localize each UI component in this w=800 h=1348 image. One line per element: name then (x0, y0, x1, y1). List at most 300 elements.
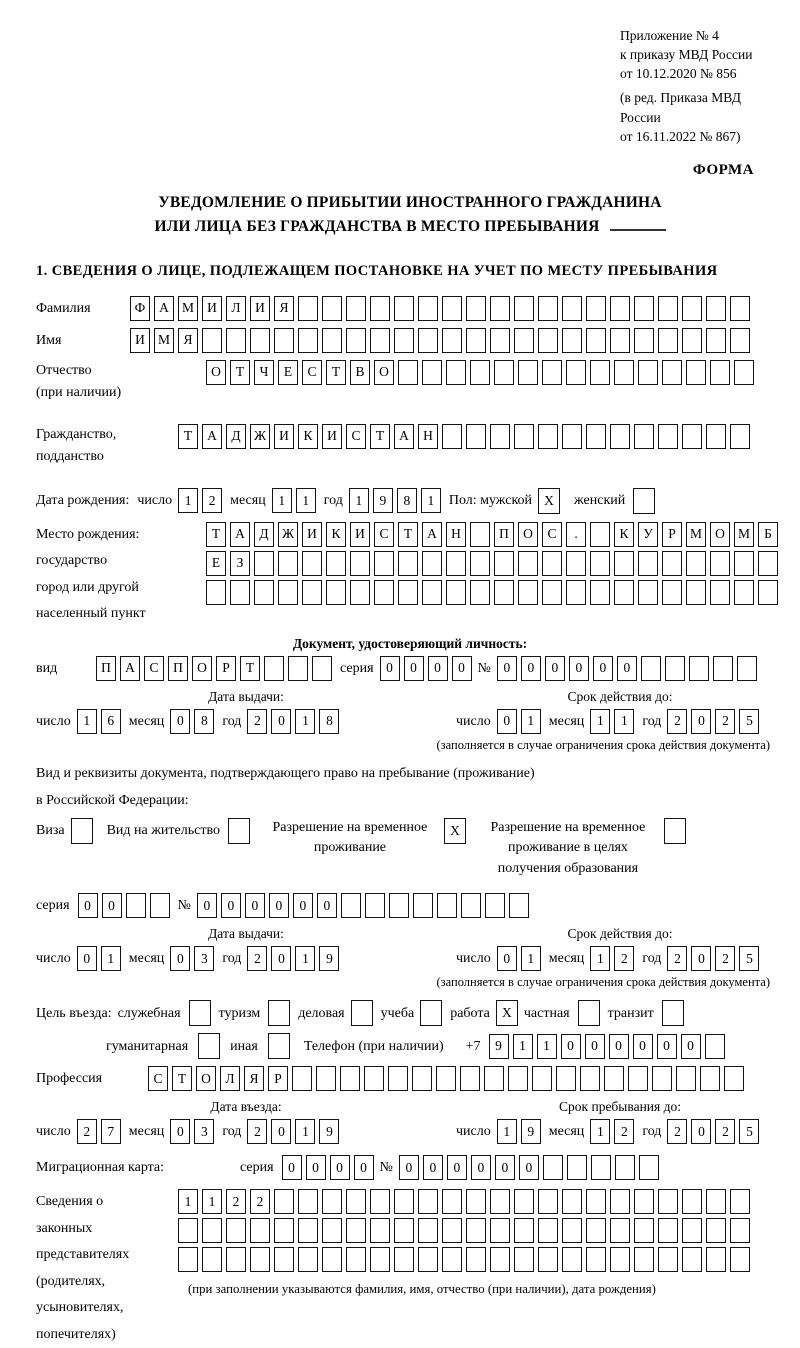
char-cell[interactable] (724, 1066, 744, 1091)
char-cell[interactable] (470, 522, 490, 547)
char-cell[interactable] (700, 1066, 720, 1091)
char-cell[interactable]: 0 (282, 1155, 302, 1180)
char-cell[interactable]: 8 (194, 709, 214, 734)
char-cell[interactable] (230, 580, 250, 605)
char-cell[interactable] (638, 580, 658, 605)
char-cell[interactable] (590, 360, 610, 385)
char-cell[interactable]: Ч (254, 360, 274, 385)
char-cell[interactable] (126, 893, 146, 918)
char-cell[interactable]: А (202, 424, 222, 449)
char-cell[interactable]: Е (206, 551, 226, 576)
char-cell[interactable] (542, 551, 562, 576)
char-cell[interactable] (686, 580, 706, 605)
char-cell[interactable] (614, 580, 634, 605)
char-cell[interactable]: 0 (521, 656, 541, 681)
char-cell[interactable] (370, 1247, 390, 1272)
char-cell[interactable]: 2 (667, 1119, 687, 1144)
char-cell[interactable] (412, 1066, 432, 1091)
char-cell[interactable] (278, 551, 298, 576)
purpose-official-checkbox[interactable] (189, 1000, 211, 1026)
char-cell[interactable]: 0 (330, 1155, 350, 1180)
char-cell[interactable]: 1 (296, 488, 316, 513)
char-cell[interactable] (710, 551, 730, 576)
char-cell[interactable] (758, 551, 778, 576)
char-cell[interactable] (730, 1218, 750, 1243)
char-cell[interactable]: 0 (78, 893, 98, 918)
char-cell[interactable] (298, 1189, 318, 1214)
char-cell[interactable]: 0 (102, 893, 122, 918)
char-cell[interactable] (610, 1218, 630, 1243)
char-cell[interactable]: Н (446, 522, 466, 547)
temp-residence-checkbox[interactable]: X (444, 818, 466, 844)
char-cell[interactable]: 0 (447, 1155, 467, 1180)
char-cell[interactable]: 0 (428, 656, 448, 681)
char-cell[interactable] (532, 1066, 552, 1091)
char-cell[interactable] (461, 893, 481, 918)
char-cell[interactable] (706, 1218, 726, 1243)
char-cell[interactable]: 0 (657, 1034, 677, 1059)
char-cell[interactable] (206, 580, 226, 605)
char-cell[interactable]: К (326, 522, 346, 547)
char-cell[interactable]: 2 (614, 946, 634, 971)
char-cell[interactable] (398, 551, 418, 576)
char-cell[interactable] (662, 551, 682, 576)
char-cell[interactable] (634, 296, 654, 321)
char-cell[interactable]: 0 (197, 893, 217, 918)
char-cell[interactable]: 0 (306, 1155, 326, 1180)
char-cell[interactable] (734, 580, 754, 605)
char-cell[interactable] (298, 296, 318, 321)
char-cell[interactable]: 0 (77, 946, 97, 971)
char-cell[interactable]: Б (758, 522, 778, 547)
char-cell[interactable] (580, 1066, 600, 1091)
char-cell[interactable]: 0 (423, 1155, 443, 1180)
char-cell[interactable] (370, 328, 390, 353)
char-cell[interactable] (543, 1155, 563, 1180)
char-cell[interactable] (542, 360, 562, 385)
char-cell[interactable] (710, 580, 730, 605)
char-cell[interactable] (509, 893, 529, 918)
char-cell[interactable]: 0 (404, 656, 424, 681)
char-cell[interactable] (292, 1066, 312, 1091)
char-cell[interactable] (326, 551, 346, 576)
char-cell[interactable]: 9 (521, 1119, 541, 1144)
char-cell[interactable]: О (206, 360, 226, 385)
char-cell[interactable]: 2 (247, 1119, 267, 1144)
char-cell[interactable]: . (566, 522, 586, 547)
char-cell[interactable] (518, 580, 538, 605)
char-cell[interactable] (614, 360, 634, 385)
char-cell[interactable]: 0 (399, 1155, 419, 1180)
char-cell[interactable]: 0 (633, 1034, 653, 1059)
char-cell[interactable] (538, 328, 558, 353)
char-cell[interactable]: О (196, 1066, 216, 1091)
char-cell[interactable] (202, 1218, 222, 1243)
char-cell[interactable]: 1 (590, 946, 610, 971)
temp-residence-edu-checkbox[interactable] (664, 818, 686, 844)
char-cell[interactable] (628, 1066, 648, 1091)
char-cell[interactable]: С (302, 360, 322, 385)
char-cell[interactable] (422, 551, 442, 576)
char-cell[interactable] (634, 424, 654, 449)
char-cell[interactable] (394, 328, 414, 353)
char-cell[interactable] (682, 424, 702, 449)
char-cell[interactable] (730, 1189, 750, 1214)
char-cell[interactable]: 8 (397, 488, 417, 513)
char-cell[interactable] (442, 424, 462, 449)
char-cell[interactable] (639, 1155, 659, 1180)
char-cell[interactable] (518, 551, 538, 576)
char-cell[interactable] (737, 656, 757, 681)
char-cell[interactable] (590, 580, 610, 605)
char-cell[interactable]: 5 (739, 709, 759, 734)
char-cell[interactable] (490, 328, 510, 353)
char-cell[interactable]: 1 (537, 1034, 557, 1059)
char-cell[interactable]: 0 (617, 656, 637, 681)
char-cell[interactable] (508, 1066, 528, 1091)
char-cell[interactable] (730, 424, 750, 449)
purpose-study-checkbox[interactable] (420, 1000, 442, 1026)
char-cell[interactable] (676, 1066, 696, 1091)
char-cell[interactable] (658, 1218, 678, 1243)
char-cell[interactable]: 1 (178, 1189, 198, 1214)
char-cell[interactable]: С (374, 522, 394, 547)
char-cell[interactable] (734, 551, 754, 576)
char-cell[interactable]: Н (418, 424, 438, 449)
char-cell[interactable]: 2 (667, 709, 687, 734)
char-cell[interactable] (274, 328, 294, 353)
char-cell[interactable] (604, 1066, 624, 1091)
char-cell[interactable] (590, 551, 610, 576)
char-cell[interactable]: 2 (667, 946, 687, 971)
char-cell[interactable] (418, 1218, 438, 1243)
char-cell[interactable]: А (422, 522, 442, 547)
char-cell[interactable]: С (346, 424, 366, 449)
char-cell[interactable]: И (302, 522, 322, 547)
char-cell[interactable] (422, 360, 442, 385)
char-cell[interactable] (706, 296, 726, 321)
char-cell[interactable] (316, 1066, 336, 1091)
char-cell[interactable] (658, 296, 678, 321)
char-cell[interactable] (437, 893, 457, 918)
char-cell[interactable] (538, 1247, 558, 1272)
char-cell[interactable]: М (154, 328, 174, 353)
char-cell[interactable]: Л (226, 296, 246, 321)
char-cell[interactable]: 8 (319, 709, 339, 734)
char-cell[interactable]: К (298, 424, 318, 449)
char-cell[interactable]: 2 (715, 946, 735, 971)
char-cell[interactable] (346, 1189, 366, 1214)
sex-male-checkbox[interactable]: X (538, 488, 560, 514)
char-cell[interactable] (610, 296, 630, 321)
char-cell[interactable] (586, 1189, 606, 1214)
char-cell[interactable] (514, 296, 534, 321)
char-cell[interactable]: 9 (489, 1034, 509, 1059)
char-cell[interactable] (418, 1189, 438, 1214)
char-cell[interactable] (706, 1189, 726, 1214)
purpose-other-checkbox[interactable] (268, 1033, 290, 1059)
char-cell[interactable]: 1 (521, 946, 541, 971)
char-cell[interactable]: 2 (202, 488, 222, 513)
char-cell[interactable] (374, 580, 394, 605)
char-cell[interactable]: Ф (130, 296, 150, 321)
char-cell[interactable]: 9 (373, 488, 393, 513)
char-cell[interactable] (394, 1218, 414, 1243)
char-cell[interactable] (298, 1247, 318, 1272)
residence-permit-checkbox[interactable] (228, 818, 250, 844)
char-cell[interactable]: 0 (609, 1034, 629, 1059)
char-cell[interactable]: Р (268, 1066, 288, 1091)
char-cell[interactable]: Т (370, 424, 390, 449)
char-cell[interactable]: И (202, 296, 222, 321)
char-cell[interactable] (665, 656, 685, 681)
char-cell[interactable] (682, 1218, 702, 1243)
char-cell[interactable] (446, 551, 466, 576)
char-cell[interactable] (302, 580, 322, 605)
char-cell[interactable] (590, 522, 610, 547)
char-cell[interactable] (641, 656, 661, 681)
char-cell[interactable] (202, 328, 222, 353)
char-cell[interactable] (298, 328, 318, 353)
char-cell[interactable]: Т (172, 1066, 192, 1091)
char-cell[interactable] (490, 424, 510, 449)
char-cell[interactable]: 1 (421, 488, 441, 513)
char-cell[interactable]: Т (326, 360, 346, 385)
char-cell[interactable] (586, 296, 606, 321)
char-cell[interactable] (562, 296, 582, 321)
char-cell[interactable]: С (144, 656, 164, 681)
char-cell[interactable]: М (178, 296, 198, 321)
char-cell[interactable] (658, 1247, 678, 1272)
char-cell[interactable] (460, 1066, 480, 1091)
char-cell[interactable]: М (686, 522, 706, 547)
char-cell[interactable]: Р (662, 522, 682, 547)
char-cell[interactable]: О (374, 360, 394, 385)
char-cell[interactable] (730, 296, 750, 321)
char-cell[interactable] (150, 893, 170, 918)
char-cell[interactable]: 9 (319, 946, 339, 971)
char-cell[interactable] (689, 656, 709, 681)
char-cell[interactable] (706, 328, 726, 353)
char-cell[interactable]: 1 (272, 488, 292, 513)
char-cell[interactable] (514, 424, 534, 449)
sex-female-checkbox[interactable] (633, 488, 655, 514)
char-cell[interactable] (734, 360, 754, 385)
char-cell[interactable] (250, 1247, 270, 1272)
char-cell[interactable] (494, 580, 514, 605)
char-cell[interactable] (322, 1218, 342, 1243)
purpose-tourism-checkbox[interactable] (268, 1000, 290, 1026)
char-cell[interactable] (706, 1247, 726, 1272)
char-cell[interactable]: 3 (194, 1119, 214, 1144)
char-cell[interactable]: 5 (739, 1119, 759, 1144)
char-cell[interactable] (514, 1189, 534, 1214)
char-cell[interactable]: Ж (278, 522, 298, 547)
char-cell[interactable] (226, 1218, 246, 1243)
char-cell[interactable]: 0 (471, 1155, 491, 1180)
char-cell[interactable]: Т (230, 360, 250, 385)
char-cell[interactable]: А (394, 424, 414, 449)
char-cell[interactable] (436, 1066, 456, 1091)
char-cell[interactable] (446, 360, 466, 385)
char-cell[interactable] (442, 1189, 462, 1214)
char-cell[interactable]: 1 (497, 1119, 517, 1144)
char-cell[interactable]: 0 (354, 1155, 374, 1180)
char-cell[interactable] (562, 1247, 582, 1272)
char-cell[interactable] (682, 328, 702, 353)
char-cell[interactable] (374, 551, 394, 576)
char-cell[interactable] (274, 1189, 294, 1214)
char-cell[interactable]: 1 (178, 488, 198, 513)
char-cell[interactable]: 1 (101, 946, 121, 971)
char-cell[interactable]: П (494, 522, 514, 547)
char-cell[interactable]: 0 (545, 656, 565, 681)
char-cell[interactable]: 0 (691, 946, 711, 971)
char-cell[interactable]: П (168, 656, 188, 681)
char-cell[interactable]: 1 (295, 946, 315, 971)
char-cell[interactable] (730, 328, 750, 353)
char-cell[interactable]: И (322, 424, 342, 449)
char-cell[interactable]: Л (220, 1066, 240, 1091)
char-cell[interactable]: 0 (269, 893, 289, 918)
char-cell[interactable] (485, 893, 505, 918)
char-cell[interactable] (398, 360, 418, 385)
char-cell[interactable] (634, 1247, 654, 1272)
char-cell[interactable] (178, 1247, 198, 1272)
char-cell[interactable]: 2 (77, 1119, 97, 1144)
char-cell[interactable] (364, 1066, 384, 1091)
char-cell[interactable] (466, 1218, 486, 1243)
char-cell[interactable]: 0 (452, 656, 472, 681)
char-cell[interactable] (662, 580, 682, 605)
char-cell[interactable] (178, 1218, 198, 1243)
char-cell[interactable]: 3 (194, 946, 214, 971)
char-cell[interactable] (394, 1189, 414, 1214)
char-cell[interactable] (341, 893, 361, 918)
char-cell[interactable]: 0 (293, 893, 313, 918)
char-cell[interactable] (370, 296, 390, 321)
char-cell[interactable] (682, 1247, 702, 1272)
char-cell[interactable]: 2 (226, 1189, 246, 1214)
char-cell[interactable] (662, 360, 682, 385)
char-cell[interactable] (389, 893, 409, 918)
char-cell[interactable]: 0 (519, 1155, 539, 1180)
char-cell[interactable] (586, 1218, 606, 1243)
char-cell[interactable] (394, 1247, 414, 1272)
char-cell[interactable] (705, 1034, 725, 1059)
char-cell[interactable] (202, 1247, 222, 1272)
char-cell[interactable]: 5 (739, 946, 759, 971)
char-cell[interactable]: И (350, 522, 370, 547)
char-cell[interactable]: К (614, 522, 634, 547)
char-cell[interactable] (706, 424, 726, 449)
purpose-transit-checkbox[interactable] (662, 1000, 684, 1026)
char-cell[interactable]: 2 (247, 709, 267, 734)
char-cell[interactable] (350, 551, 370, 576)
char-cell[interactable] (566, 580, 586, 605)
char-cell[interactable] (730, 1247, 750, 1272)
char-cell[interactable] (418, 328, 438, 353)
char-cell[interactable] (682, 296, 702, 321)
char-cell[interactable] (610, 1247, 630, 1272)
char-cell[interactable] (538, 1218, 558, 1243)
char-cell[interactable]: Я (244, 1066, 264, 1091)
char-cell[interactable] (326, 580, 346, 605)
char-cell[interactable]: 2 (247, 946, 267, 971)
char-cell[interactable] (442, 1247, 462, 1272)
char-cell[interactable] (566, 551, 586, 576)
char-cell[interactable]: А (120, 656, 140, 681)
char-cell[interactable]: 1 (590, 709, 610, 734)
char-cell[interactable] (370, 1189, 390, 1214)
purpose-private-checkbox[interactable] (578, 1000, 600, 1026)
char-cell[interactable]: 9 (319, 1119, 339, 1144)
char-cell[interactable] (278, 580, 298, 605)
char-cell[interactable] (658, 328, 678, 353)
char-cell[interactable] (638, 551, 658, 576)
char-cell[interactable]: Р (216, 656, 236, 681)
char-cell[interactable] (250, 1218, 270, 1243)
char-cell[interactable]: 2 (250, 1189, 270, 1214)
char-cell[interactable]: И (130, 328, 150, 353)
char-cell[interactable] (466, 1189, 486, 1214)
char-cell[interactable] (442, 296, 462, 321)
char-cell[interactable]: 2 (614, 1119, 634, 1144)
char-cell[interactable] (490, 1218, 510, 1243)
char-cell[interactable] (302, 551, 322, 576)
char-cell[interactable] (614, 551, 634, 576)
char-cell[interactable] (484, 1066, 504, 1091)
char-cell[interactable] (274, 1218, 294, 1243)
char-cell[interactable] (610, 424, 630, 449)
char-cell[interactable] (542, 580, 562, 605)
char-cell[interactable] (470, 360, 490, 385)
char-cell[interactable]: Т (178, 424, 198, 449)
char-cell[interactable] (413, 893, 433, 918)
char-cell[interactable] (494, 551, 514, 576)
char-cell[interactable]: 0 (170, 1119, 190, 1144)
char-cell[interactable] (346, 328, 366, 353)
char-cell[interactable] (556, 1066, 576, 1091)
char-cell[interactable] (634, 328, 654, 353)
char-cell[interactable] (446, 580, 466, 605)
char-cell[interactable]: 0 (317, 893, 337, 918)
char-cell[interactable]: 0 (497, 946, 517, 971)
char-cell[interactable] (346, 1247, 366, 1272)
char-cell[interactable] (514, 328, 534, 353)
char-cell[interactable]: 0 (497, 656, 517, 681)
char-cell[interactable] (226, 1247, 246, 1272)
char-cell[interactable] (567, 1155, 587, 1180)
char-cell[interactable] (418, 1247, 438, 1272)
char-cell[interactable]: 1 (513, 1034, 533, 1059)
char-cell[interactable]: С (542, 522, 562, 547)
char-cell[interactable] (398, 580, 418, 605)
char-cell[interactable] (466, 424, 486, 449)
char-cell[interactable] (562, 1218, 582, 1243)
char-cell[interactable] (442, 328, 462, 353)
char-cell[interactable] (365, 893, 385, 918)
char-cell[interactable]: Я (274, 296, 294, 321)
char-cell[interactable] (388, 1066, 408, 1091)
char-cell[interactable]: В (350, 360, 370, 385)
char-cell[interactable]: 0 (561, 1034, 581, 1059)
char-cell[interactable] (346, 296, 366, 321)
char-cell[interactable] (686, 551, 706, 576)
char-cell[interactable] (518, 360, 538, 385)
char-cell[interactable]: 1 (614, 709, 634, 734)
char-cell[interactable] (538, 424, 558, 449)
